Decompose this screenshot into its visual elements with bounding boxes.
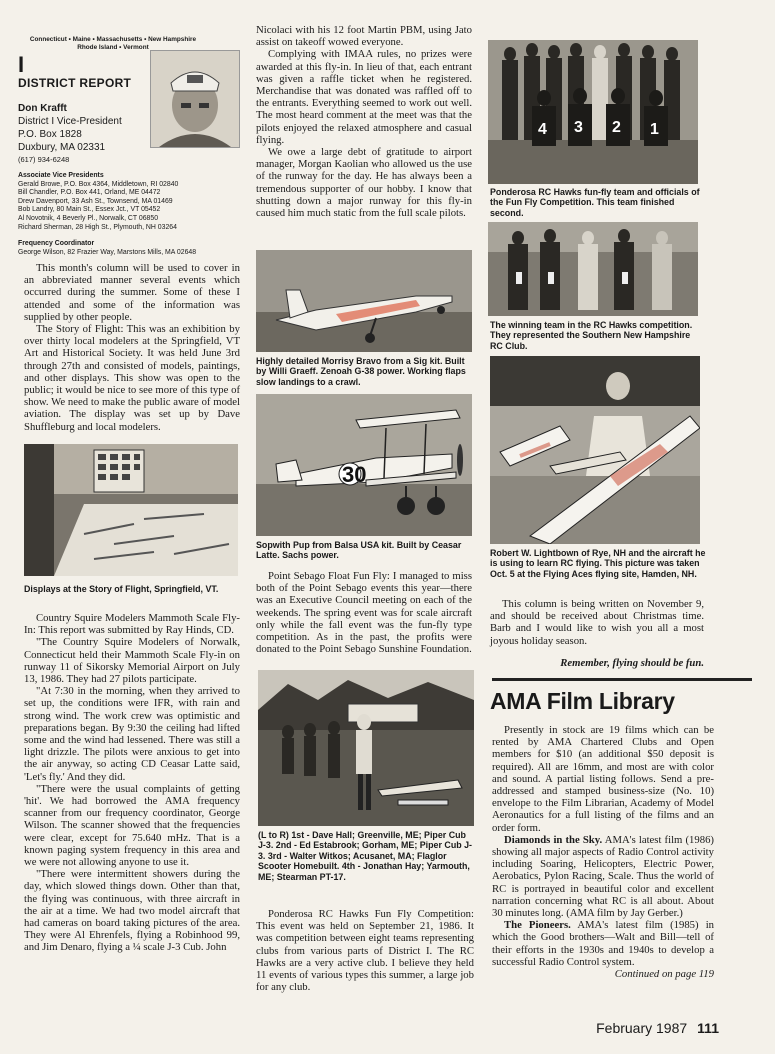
film-description: AMA's latest film (1986) showing all major aspects of Radio Control activity including Soaring, Helicopters, Electric Power, Aerobatics, Pylon Racing, Scale. Thus the world of RC is portrayed in beautiful color and excellent narration concerning what RC is all about. About 30 minutes long. (AMA film by Jay Gerber.) <box>492 833 714 920</box>
film-name: Diamonds in the Sky. <box>504 833 603 846</box>
associates-block <box>18 172 248 232</box>
paragraph: Nicolaci with his 12 foot Martin PBM, using Jato assist on takeoff wowed everyone. <box>256 24 472 49</box>
headshot-photo <box>150 50 240 148</box>
paragraph: Country Squire Modelers Mammoth Scale Fly-In: This report was submitted by Ray Hinds, CD. <box>24 612 240 637</box>
team-number-text: 2 <box>612 119 621 136</box>
morrisy-bravo-caption: Highly detailed Morrisy Bravo from a Sig kit. Built by Willi Graeff. Zenoah G-38 power. Working flaps slow landings to a crawl. <box>256 356 466 387</box>
states-line-1: Connecticut • Maine • Massachusetts • New Hampshire <box>29 36 197 43</box>
paragraph: The Story of Flight: This was an exhibition by over thirty local modelers at the Springfield, VT Art and Historical Society. It was held June 3rd through 27th and consisted of models, paintings, and other displays. This show was open to the public; it would be nice to see more of this type of show. We need to make the public aware of model aviation. The display was set up by Dave Shuffleburg and local modelers. <box>24 323 240 433</box>
continued-line: Continued on page 119 <box>614 968 714 981</box>
paragraph: We owe a large debt of gratitude to airport manager, Morgan Kaolian who allowed us the use of the runway for the day. He has always been a tremendous supporter of our hobby. I know that shutting down a major runway for this fly-in caused him much static from the full scale pilots. <box>256 146 472 220</box>
contact-block <box>18 102 122 154</box>
contact-address-1: P.O. Box 1828 <box>18 129 82 140</box>
sopwith-pup-caption: Sopwith Pup from Balsa USA kit. Built by Ceasar Latte. Sachs power. <box>256 540 462 561</box>
contact-name: Don Krafft <box>18 103 67 114</box>
district-number: I <box>18 52 25 77</box>
paragraph: Point Sebago Float Fun Fly: I managed to miss both of the Point Sebago events this year—there was an Executive Council meeting on each of the weekends. The spring event was for scale aircraft only while the fall event was the fun-fly type competition. As in the past, the profits were donated to the Point Sebago Sunshine Foundation. <box>256 570 472 656</box>
sopwith-pup-photo <box>256 394 472 536</box>
team-number-text: 3 <box>574 119 583 136</box>
team-number-text: 4 <box>538 121 547 138</box>
associate-line: Bob Landry, 80 Main St., Essex Jct., VT 05452 <box>18 206 161 214</box>
district-title: DISTRICT REPORT <box>18 76 132 90</box>
paragraph: This month's column will be used to cover in an abbreviated manner several events which occurred during the summer. Some of these I attended and some of the information was supplied by other people. <box>24 262 240 323</box>
states-line-2: Rhode Island • Vermont <box>77 44 149 51</box>
col3-text-bottom <box>492 724 714 980</box>
paragraph: This column is being written on November 9, and should be received about Christmas time. Barb and I would like to wish you all a most joyous holiday season. <box>490 598 704 647</box>
col1-text-top <box>24 262 240 433</box>
col2-text-top <box>256 24 472 219</box>
remember-line: Remember, flying should be fun. <box>560 656 704 669</box>
paragraph: Presently in stock are 19 films which can be rented by AMA Chartered Clubs and Open members for $10 (an additional $50 deposit is required). All are 16mm, and most are with color and sound. A partial listing follows. Send a pre-addressed and stamped business-size (No. 10) envelope to the Film Librarian, Academy of Model Aeronautics for a full listing of the films and an order form. <box>492 724 714 834</box>
ponderosa-team-caption: Ponderosa RC Hawks fun-fly team and officials of the Fun Fly Competition. This team finished second. <box>490 187 700 218</box>
contact-title: District I Vice-President <box>18 116 122 127</box>
contact-phone: (617) 934-6248 <box>18 155 70 164</box>
paragraph: "The Country Squire Modelers of Norwalk, Connecticut held their Mammoth Scale Fly-in on runway 11 of Sikorsky Memorial Airport on July 13, 1986. They had 27 pilots participate. <box>24 636 240 686</box>
contact-address-2: Duxbury, MA 02331 <box>18 142 106 153</box>
page-number: 111 <box>697 1020 719 1036</box>
frequency-heading: Frequency Coordinator <box>18 240 95 247</box>
point-sebago-caption: (L to R) 1st - Dave Hall; Greenville, ME; Piper Cub J-3. 2nd - Ed Estabrook; Gorham, ME; Piper Cub J-3. 3rd - Walter Witkos; Acusanet, MA; Flaglor Scooter Homebuilt. 4th - Jonathan Hay; Yarmouth, ME; Stearman PT-17. <box>258 830 473 882</box>
associate-line: Drew Davenport, 33 Ash St., Townsend, MA 01469 <box>18 197 173 205</box>
section-rule <box>492 678 752 681</box>
associate-line: Al Novotnik, 4 Beverly Pl., Norwalk, CT 06850 <box>18 214 159 222</box>
film-description: AMA's latest film (1985) in which the Good brothers—Walt and Bill—tell of their efforts in the 1930s and 1940s to develop a successful Radio Control system. <box>492 919 715 968</box>
lightbown-photo <box>490 356 700 544</box>
col1-text-bottom <box>24 612 240 954</box>
page-footer <box>596 1020 719 1036</box>
team-number-text: 1 <box>650 121 659 138</box>
paragraph: "There were the usual complaints of getting 'hit'. We had borrowed the AMA frequency scanner from our frequency coordinator, George Wilson. The scanner showed that the frequencies were clear, except for 75.640 mHz. That is a known paging system frequency in this area and we were not allowing anyone to use it. <box>24 782 240 869</box>
issue-date: February 1987 <box>596 1020 688 1036</box>
associate-line: Bill Chandler, P.O. Box 441, Orland, ME 04472 <box>18 189 161 197</box>
ponderosa-team-photo <box>488 40 698 184</box>
winning-team-caption: The winning team in the RC Hawks competition. They represented the Southern New Hampshire RC Club. <box>490 320 693 351</box>
frequency-block <box>18 240 258 257</box>
paragraph <box>492 919 714 968</box>
story-of-flight-photo <box>24 444 238 576</box>
morrisy-bravo-photo <box>256 250 472 352</box>
winning-team-photo <box>488 222 698 316</box>
paragraph: "At 7:30 in the morning, when they arrived to set up, the conditions were IFR, with rain and strong wind. The work crew was optimistic and preparations began. By 9:30 the ceiling had lifted some and the wind had lessened. There was still a light drizzle. The pilots were anxious to get into the air anyway, so acting CD Ceasar Latte said, 'Let's fly.' And they did. <box>24 685 240 783</box>
story-of-flight-caption: Displays at the Story of Flight, Springfield, VT. <box>24 584 219 594</box>
associate-line: Richard Sherman, 28 High St., Plymouth, NH 03264 <box>18 223 177 231</box>
frequency-line: George Wilson, 82 Frazier Way, Marstons Mills, MA 02648 <box>18 248 197 256</box>
col2-text-mid <box>256 570 472 655</box>
lightbown-caption: Robert W. Lightbown of Rye, NH and the aircraft he is using to learn RC flying. This picture was taken Oct. 5 at the Flying Aces flying site, Hamden, NH. <box>490 548 706 579</box>
associates-heading: Associate Vice Presidents <box>18 172 104 179</box>
paragraph <box>492 834 714 919</box>
film-library-title: AMA Film Library <box>490 688 675 714</box>
associate-line: Gerald Browe, P.O. Box 4364, Middletown, RI 02840 <box>18 180 179 188</box>
plane-number-text: 30 <box>342 462 367 487</box>
paragraph: Ponderosa RC Hawks Fun Fly Competition: This event was held on September 21, 1986. It was competition between eight teams representing clubs from various parts of District I. The RC Hawks are a very active club. I believe they held 11 events of various types this summer, a large job for any club. <box>256 908 474 994</box>
paragraph: Complying with IMAA rules, no prizes were awarded at this fly-in. In lieu of that, each entrant was given a raffle ticket when he registered. Merchandise that was donated was raffled off to the entrants. Everything seemed to work out well. The most heard comment at the meet was that the pilots enjoyed the relaxed atmosphere and casual flying. <box>256 48 472 146</box>
col3-text-top <box>490 598 704 669</box>
paragraph: "There were intermittent showers during the day, which slowed things down. Other than that, the flying was continuous, with three aircraft in the air at a time. We had two model aircraft that had cameras on board taking pictures of the area. They were Al Ehrenfels, flying a Robinhood 99, and Jim Denaro, flying a ¼ scale J-3 Cub. John <box>24 868 240 954</box>
point-sebago-photo <box>258 670 474 826</box>
film-name: The Pioneers. <box>504 919 571 932</box>
col2-text-bottom <box>256 908 474 993</box>
